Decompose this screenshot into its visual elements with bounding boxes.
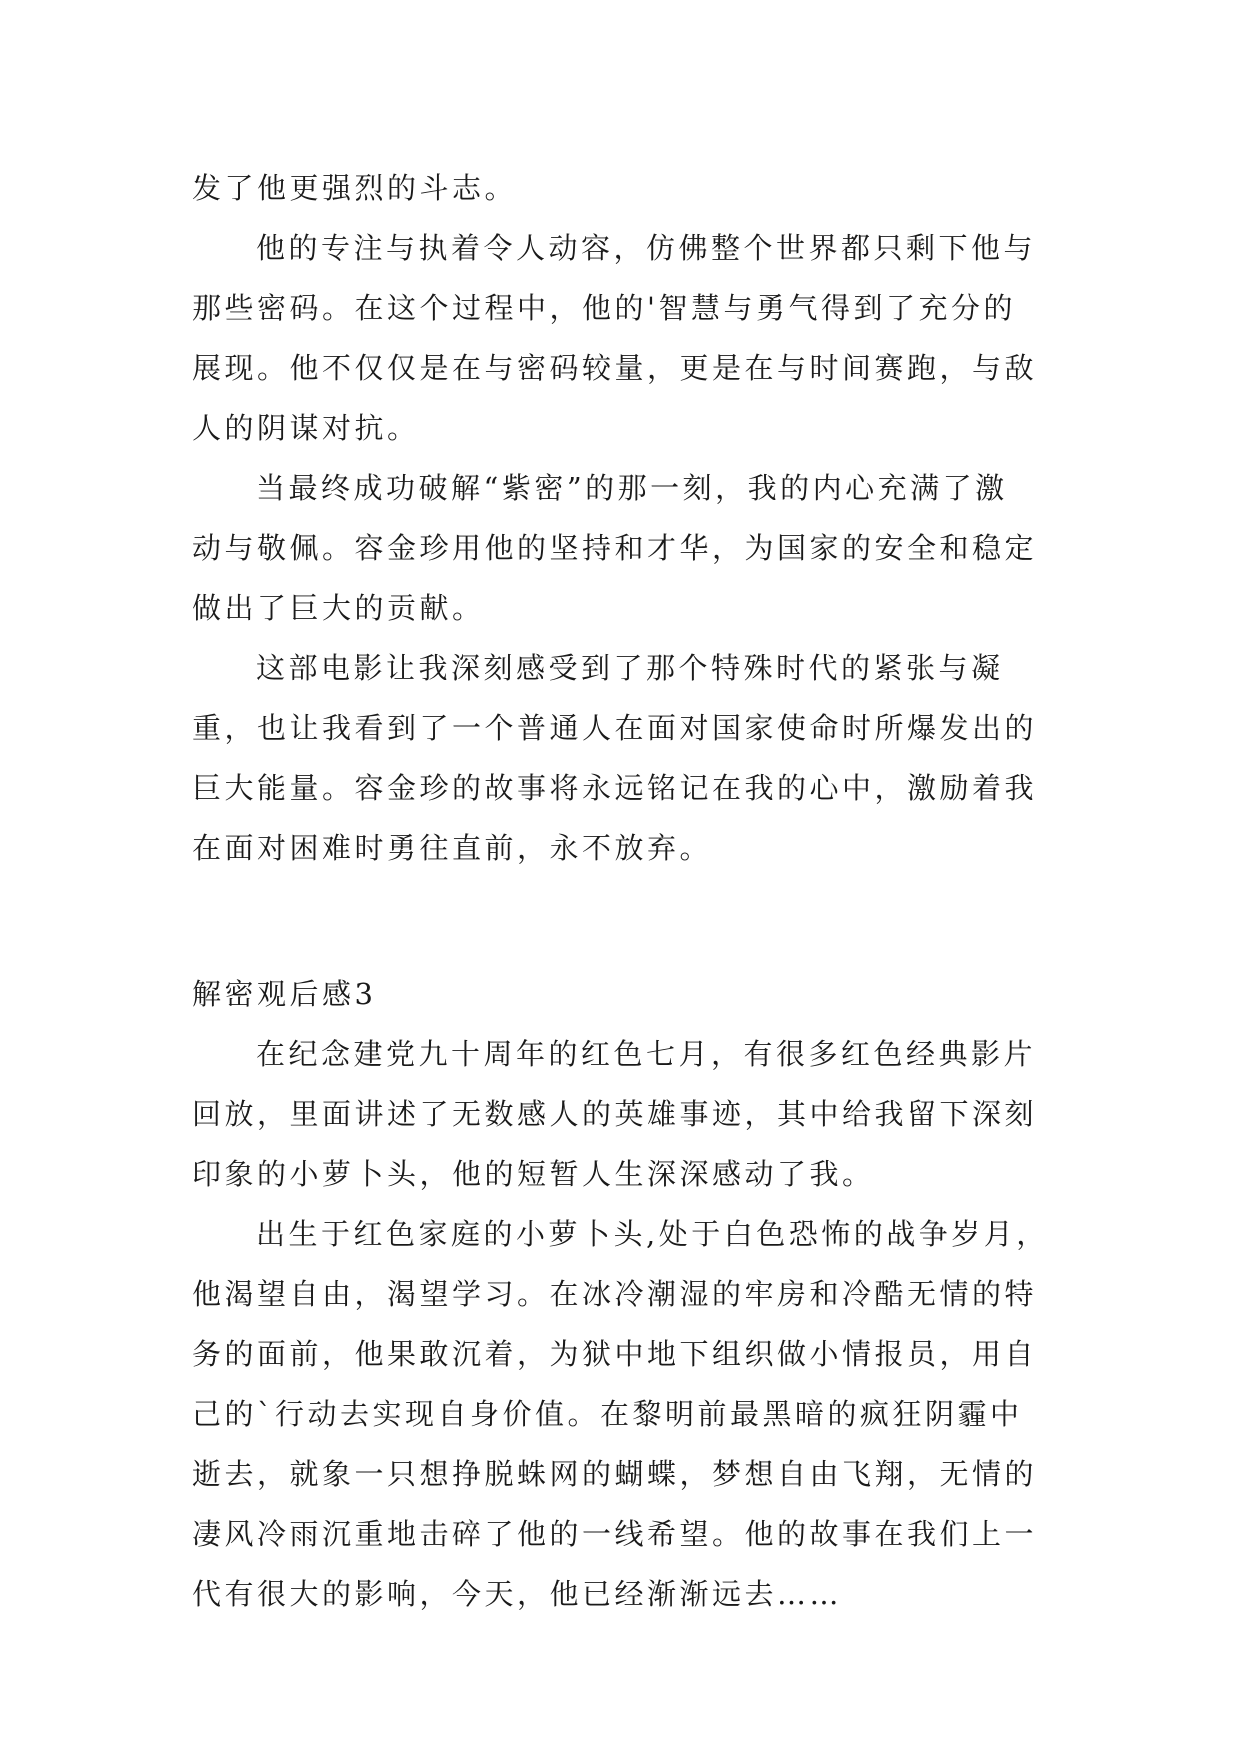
text-line: 逝去，就象一只想挣脱蛛网的蝴蝶，梦想自由飞翔，无情的 [192,1457,1038,1491]
text-line: 凄风冷雨沉重地击碎了他的一线希望。他的故事在我们上一 [192,1517,1038,1551]
text-line: 发了他更强烈的斗志。 [192,171,518,205]
text-line: 做出了巨大的贡献。 [192,591,485,625]
text-line: 己的`行动去实现自身价值。在黎明前最黑暗的疯狂阴霾中 [192,1397,1023,1431]
text-line: 重，也让我看到了一个普通人在面对国家使命时所爆发出的 [192,711,1038,745]
paragraph-group-review-3 [192,1024,1052,1624]
text-line: 务的面前，他果敢沉着，为狱中地下组织做小情报员，用自 [192,1337,1038,1371]
text-line: 出生于红色家庭的小萝卜头,处于白色恐怖的战争岁月， [256,1217,1049,1251]
text-line: 那些密码。在这个过程中，他的'智慧与勇气得到了充分的 [192,291,1016,325]
text-line: 他的专注与执着令人动容，仿佛整个世界都只剩下他与 [256,231,1037,265]
document-body [192,158,1052,1624]
section-title: 解密观后感3 [192,977,377,1011]
text-line: 他渴望自由，渴望学习。在冰冷潮湿的牢房和冷酷无情的特 [192,1277,1038,1311]
text-line: 在面对困难时勇往直前，永不放弃。 [192,831,713,865]
section-gap [192,878,1052,964]
paragraph-group-review-2-ending [192,158,1052,878]
text-line: 这部电影让我深刻感受到了那个特殊时代的紧张与凝 [256,651,1004,685]
text-line: 代有很大的影响，今天，他已经渐渐远去…… [192,1577,843,1611]
text-line: 巨大能量。容金珍的故事将永远铭记在我的心中，激励着我 [192,771,1038,805]
text-line: 动与敬佩。容金珍用他的坚持和才华，为国家的安全和稳定 [192,531,1038,565]
text-line: 展现。他不仅仅是在与密码较量，更是在与时间赛跑，与敌 [192,351,1038,385]
text-line: 当最终成功破解“紫密”的那一刻，我的内心充满了激 [256,471,1008,505]
text-line: 人的阴谋对抗。 [192,411,420,445]
text-line: 在纪念建党九十周年的红色七月，有很多红色经典影片 [256,1037,1037,1071]
text-line: 回放，里面讲述了无数感人的英雄事迹，其中给我留下深刻 [192,1097,1038,1131]
text-line: 印象的小萝卜头，他的短暂人生深深感动了我。 [192,1157,875,1191]
